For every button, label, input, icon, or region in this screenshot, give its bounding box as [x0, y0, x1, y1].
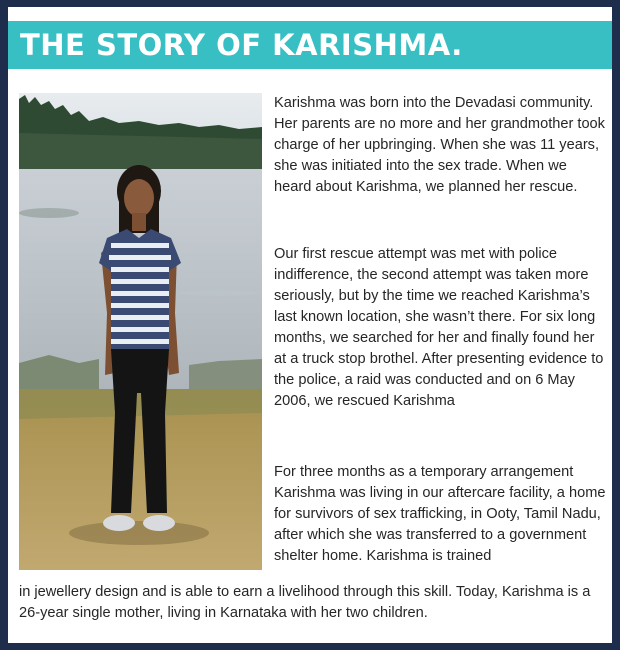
story-paragraph-3: For three months as a temporary arrangement Karishma was living in our aftercare facility, a home for survivors of sex trafficking, in Ooty, Tamil Nadu, after which she was transferred to a government shelter home. Karishma is trained — [274, 464, 606, 564]
story-title: THE STORY OF KARISHMA. — [20, 28, 463, 62]
story-paragraph-2: Our first rescue attempt was met with police indifference, the second attempt was taken more seriously, but by the time we reached Karishma’s last known location, she wasn’t there. For six long months, we searched for her and finally found her at a truck stop brothel. After presenting evidence to the police, a raid was conducted and on 6 May 2006, we rescued Karishma — [274, 246, 604, 409]
karishma-photo — [19, 93, 262, 570]
title-banner — [8, 21, 612, 69]
story-card — [8, 7, 612, 643]
story-paragraph-4: in jewellery design and is able to earn a livelihood through this skill. Today, Karishma is a 26-year single mother, living in Karnataka with her two children. — [19, 584, 591, 621]
story-paragraph-1: Karishma was born into the Devadasi community. Her parents are no more and her grandmother took charge of her upbringing. When she was 11 years, she was initiated into the sex trade. When we heard about Karishma, we planned her rescue. — [274, 95, 605, 195]
